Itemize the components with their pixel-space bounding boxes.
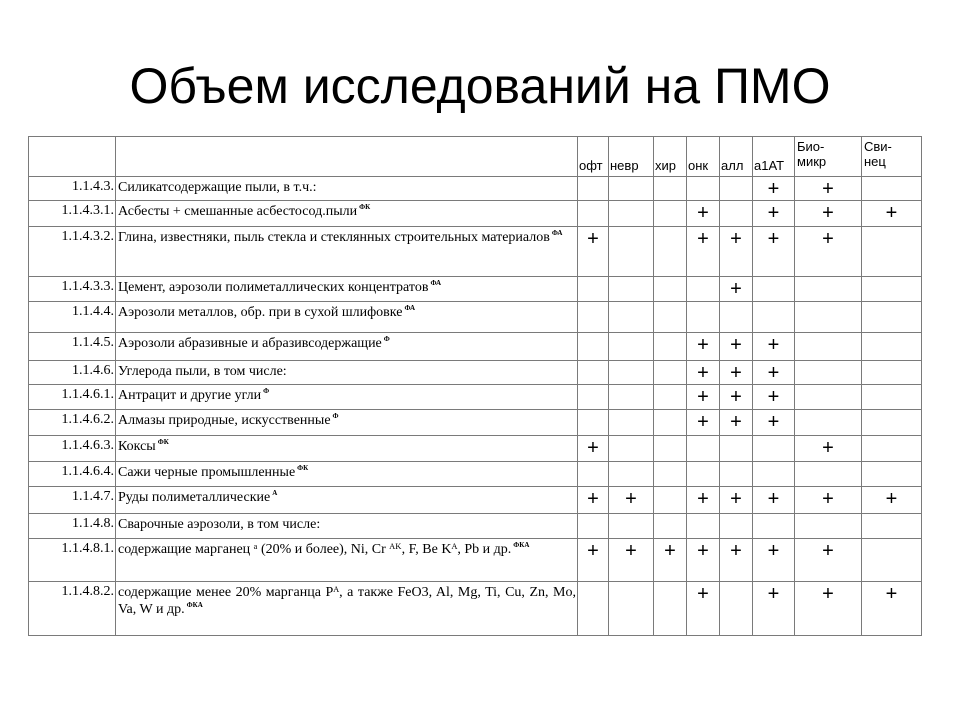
plus-mark: + bbox=[753, 385, 795, 410]
plus-mark: + bbox=[687, 487, 720, 514]
header-desc-cell bbox=[116, 137, 578, 177]
empty-cell bbox=[578, 277, 609, 302]
row-text: Аэрозоли металлов, обр. при в сухой шлифовке bbox=[118, 305, 403, 320]
empty-cell bbox=[720, 177, 753, 201]
plus-mark: + bbox=[720, 333, 753, 361]
empty-cell bbox=[609, 582, 654, 636]
table-row bbox=[29, 177, 922, 201]
empty-cell bbox=[654, 514, 687, 539]
row-mark-superscript: Ф bbox=[383, 335, 390, 343]
row-description bbox=[116, 177, 578, 201]
row-text: Цемент, аэрозоли полиметаллических концентратов bbox=[118, 280, 429, 295]
empty-cell bbox=[609, 361, 654, 385]
row-code: 1.1.4.8.1. bbox=[29, 539, 116, 582]
empty-cell bbox=[753, 436, 795, 462]
column-header: невр bbox=[609, 137, 654, 177]
row-description bbox=[116, 361, 578, 385]
row-code: 1.1.4.6. bbox=[29, 361, 116, 385]
plus-mark: + bbox=[687, 539, 720, 582]
plus-mark: + bbox=[795, 177, 862, 201]
row-text: Коксы bbox=[118, 439, 156, 454]
row-code: 1.1.4.6.3. bbox=[29, 436, 116, 462]
empty-cell bbox=[654, 487, 687, 514]
row-code: 1.1.4.8.2. bbox=[29, 582, 116, 636]
table-row bbox=[29, 487, 922, 514]
column-header: а1АТ bbox=[753, 137, 795, 177]
row-text: содержащие менее 20% марганца Pᴬ, а также FeO3, Al, Mg, Ti, Cu, Zn, Mo, Va, W и др. bbox=[118, 585, 576, 617]
row-text: Руды полиметаллические bbox=[118, 490, 271, 505]
column-header: Био- микр bbox=[795, 137, 862, 177]
row-code: 1.1.4.3. bbox=[29, 177, 116, 201]
row-code: 1.1.4.4. bbox=[29, 302, 116, 333]
plus-mark: + bbox=[753, 361, 795, 385]
slide-title: Объем исследований на ПМО bbox=[129, 58, 831, 114]
empty-cell bbox=[654, 462, 687, 487]
row-mark-superscript: Ф bbox=[332, 412, 339, 420]
empty-cell bbox=[609, 385, 654, 410]
row-description bbox=[116, 277, 578, 302]
plus-mark: + bbox=[862, 582, 922, 636]
empty-cell bbox=[753, 302, 795, 333]
table-row bbox=[29, 302, 922, 333]
plus-mark: + bbox=[720, 539, 753, 582]
empty-cell bbox=[753, 462, 795, 487]
row-code: 1.1.4.3.1. bbox=[29, 201, 116, 227]
plus-mark: + bbox=[753, 487, 795, 514]
row-code: 1.1.4.7. bbox=[29, 487, 116, 514]
plus-mark: + bbox=[795, 436, 862, 462]
empty-cell bbox=[862, 385, 922, 410]
plus-mark: + bbox=[753, 410, 795, 436]
empty-cell bbox=[862, 514, 922, 539]
column-header: алл bbox=[720, 137, 753, 177]
plus-mark: + bbox=[753, 227, 795, 277]
empty-cell bbox=[609, 302, 654, 333]
empty-cell bbox=[795, 385, 862, 410]
empty-cell bbox=[654, 201, 687, 227]
plus-mark: + bbox=[720, 227, 753, 277]
empty-cell bbox=[578, 582, 609, 636]
row-text: Аэрозоли абразивные и абразивсодержащие bbox=[118, 336, 382, 351]
empty-cell bbox=[609, 333, 654, 361]
row-description bbox=[116, 410, 578, 436]
empty-cell bbox=[578, 385, 609, 410]
plus-mark: + bbox=[720, 385, 753, 410]
empty-cell bbox=[862, 539, 922, 582]
empty-cell bbox=[687, 177, 720, 201]
empty-cell bbox=[795, 277, 862, 302]
plus-mark: + bbox=[753, 539, 795, 582]
empty-cell bbox=[609, 201, 654, 227]
row-mark-superscript: ФКА bbox=[186, 601, 203, 609]
table-row bbox=[29, 227, 922, 277]
plus-mark: + bbox=[753, 177, 795, 201]
row-text: Антрацит и другие угли bbox=[118, 388, 262, 403]
row-text: Глина, известняки, пыль стекла и стеклянных строительных материалов bbox=[118, 230, 550, 245]
table-row bbox=[29, 582, 922, 636]
table-row bbox=[29, 410, 922, 436]
empty-cell bbox=[753, 514, 795, 539]
empty-cell bbox=[654, 436, 687, 462]
empty-cell bbox=[862, 462, 922, 487]
plus-mark: + bbox=[687, 227, 720, 277]
plus-mark: + bbox=[720, 277, 753, 302]
plus-mark: + bbox=[795, 201, 862, 227]
empty-cell bbox=[687, 277, 720, 302]
empty-cell bbox=[654, 582, 687, 636]
plus-mark: + bbox=[795, 539, 862, 582]
empty-cell bbox=[795, 333, 862, 361]
plus-mark: + bbox=[753, 333, 795, 361]
empty-cell bbox=[654, 361, 687, 385]
empty-cell bbox=[609, 514, 654, 539]
empty-cell bbox=[862, 227, 922, 277]
empty-cell bbox=[654, 410, 687, 436]
row-mark-superscript: ФК bbox=[297, 464, 309, 472]
column-header: онк bbox=[687, 137, 720, 177]
row-code: 1.1.4.6.1. bbox=[29, 385, 116, 410]
row-description bbox=[116, 302, 578, 333]
plus-mark: + bbox=[720, 361, 753, 385]
plus-mark: + bbox=[862, 201, 922, 227]
empty-cell bbox=[795, 514, 862, 539]
empty-cell bbox=[609, 410, 654, 436]
plus-mark: + bbox=[578, 487, 609, 514]
row-mark-superscript: ФА bbox=[551, 229, 563, 237]
plus-mark: + bbox=[720, 410, 753, 436]
empty-cell bbox=[795, 410, 862, 436]
row-code: 1.1.4.3.3. bbox=[29, 277, 116, 302]
plus-mark: + bbox=[687, 361, 720, 385]
empty-cell bbox=[862, 436, 922, 462]
empty-cell bbox=[609, 227, 654, 277]
row-code: 1.1.4.6.2. bbox=[29, 410, 116, 436]
row-mark-superscript: ФК bbox=[359, 203, 371, 211]
column-header: офт bbox=[578, 137, 609, 177]
table-row bbox=[29, 201, 922, 227]
empty-cell bbox=[753, 277, 795, 302]
table-row bbox=[29, 436, 922, 462]
examination-table bbox=[28, 136, 922, 636]
empty-cell bbox=[654, 385, 687, 410]
empty-cell bbox=[654, 227, 687, 277]
row-mark-superscript: ФК bbox=[157, 438, 169, 446]
row-mark-superscript: ФА bbox=[404, 304, 416, 312]
plus-mark: + bbox=[687, 582, 720, 636]
plus-mark: + bbox=[687, 385, 720, 410]
empty-cell bbox=[654, 333, 687, 361]
table-row bbox=[29, 277, 922, 302]
row-mark-superscript: Ф bbox=[263, 387, 270, 395]
plus-mark: + bbox=[654, 539, 687, 582]
empty-cell bbox=[609, 436, 654, 462]
plus-mark: + bbox=[753, 582, 795, 636]
table-row bbox=[29, 539, 922, 582]
empty-cell bbox=[795, 302, 862, 333]
empty-cell bbox=[609, 277, 654, 302]
empty-cell bbox=[578, 514, 609, 539]
empty-cell bbox=[720, 302, 753, 333]
column-header: хир bbox=[654, 137, 687, 177]
row-description bbox=[116, 462, 578, 487]
empty-cell bbox=[654, 277, 687, 302]
empty-cell bbox=[862, 177, 922, 201]
empty-cell bbox=[862, 277, 922, 302]
row-code: 1.1.4.5. bbox=[29, 333, 116, 361]
empty-cell bbox=[578, 201, 609, 227]
row-code: 1.1.4.8. bbox=[29, 514, 116, 539]
empty-cell bbox=[687, 302, 720, 333]
empty-cell bbox=[862, 302, 922, 333]
row-description bbox=[116, 385, 578, 410]
plus-mark: + bbox=[578, 436, 609, 462]
row-mark-superscript: ФА bbox=[430, 279, 442, 287]
empty-cell bbox=[687, 462, 720, 487]
row-description bbox=[116, 333, 578, 361]
plus-mark: + bbox=[795, 582, 862, 636]
row-text: содержащие марганец ᵃ (20% и более), Ni, Cr ᴬᴷ, F, Be Kᴬ, Pb и др. bbox=[118, 542, 512, 557]
row-description bbox=[116, 487, 578, 514]
header-row bbox=[29, 137, 922, 177]
row-text: Сажи черные промышленные bbox=[118, 465, 296, 480]
table-row bbox=[29, 385, 922, 410]
empty-cell bbox=[720, 514, 753, 539]
empty-cell bbox=[862, 361, 922, 385]
empty-cell bbox=[720, 462, 753, 487]
table-row bbox=[29, 514, 922, 539]
row-text: Асбесты + смешанные асбестосод.пыли bbox=[118, 204, 358, 219]
row-description bbox=[116, 539, 578, 582]
empty-cell bbox=[609, 462, 654, 487]
plus-mark: + bbox=[720, 487, 753, 514]
plus-mark: + bbox=[862, 487, 922, 514]
row-description bbox=[116, 227, 578, 277]
row-text: Силикатсодержащие пыли, в т.ч.: bbox=[118, 180, 317, 195]
empty-cell bbox=[609, 177, 654, 201]
row-description bbox=[116, 582, 578, 636]
empty-cell bbox=[687, 514, 720, 539]
row-text: Сварочные аэрозоли, в том числе: bbox=[118, 517, 321, 532]
plus-mark: + bbox=[578, 539, 609, 582]
row-text: Алмазы природные, искусственные bbox=[118, 413, 331, 428]
plus-mark: + bbox=[687, 333, 720, 361]
empty-cell bbox=[862, 333, 922, 361]
empty-cell bbox=[795, 361, 862, 385]
row-code: 1.1.4.6.4. bbox=[29, 462, 116, 487]
plus-mark: + bbox=[753, 201, 795, 227]
table-row bbox=[29, 361, 922, 385]
header-code-cell bbox=[29, 137, 116, 177]
empty-cell bbox=[720, 201, 753, 227]
empty-cell bbox=[578, 361, 609, 385]
column-header: Сви- нец bbox=[862, 137, 922, 177]
plus-mark: + bbox=[795, 227, 862, 277]
plus-mark: + bbox=[578, 227, 609, 277]
table-row bbox=[29, 462, 922, 487]
empty-cell bbox=[578, 410, 609, 436]
row-description bbox=[116, 514, 578, 539]
plus-mark: + bbox=[687, 410, 720, 436]
empty-cell bbox=[578, 302, 609, 333]
table-row bbox=[29, 333, 922, 361]
empty-cell bbox=[687, 436, 720, 462]
row-mark-superscript: А bbox=[272, 489, 278, 497]
empty-cell bbox=[578, 333, 609, 361]
plus-mark: + bbox=[609, 539, 654, 582]
empty-cell bbox=[720, 582, 753, 636]
row-text: Углерода пыли, в том числе: bbox=[118, 364, 287, 379]
row-mark-superscript: ФКА bbox=[513, 541, 530, 549]
empty-cell bbox=[862, 410, 922, 436]
empty-cell bbox=[578, 177, 609, 201]
empty-cell bbox=[720, 436, 753, 462]
empty-cell bbox=[795, 462, 862, 487]
empty-cell bbox=[654, 177, 687, 201]
row-description bbox=[116, 436, 578, 462]
row-description bbox=[116, 201, 578, 227]
row-code: 1.1.4.3.2. bbox=[29, 227, 116, 277]
empty-cell bbox=[578, 462, 609, 487]
plus-mark: + bbox=[687, 201, 720, 227]
empty-cell bbox=[654, 302, 687, 333]
plus-mark: + bbox=[795, 487, 862, 514]
plus-mark: + bbox=[609, 487, 654, 514]
